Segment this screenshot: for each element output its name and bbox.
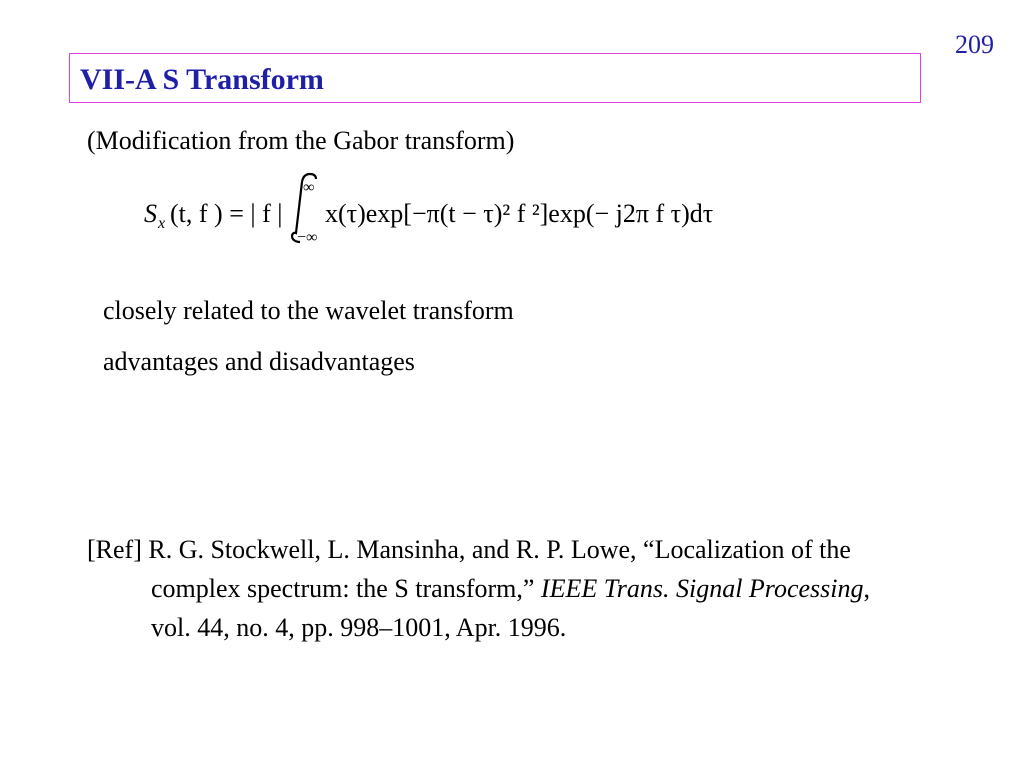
formula-subscript: x bbox=[158, 215, 166, 232]
reference-line-1: [Ref] R. G. Stockwell, L. Mansinha, and R. P. Lowe, “Localization of the bbox=[87, 535, 851, 564]
s-transform-formula bbox=[140, 170, 840, 250]
point-wavelet-relation: closely related to the wavelet transform bbox=[103, 296, 514, 325]
slide-title: VII-A S Transform bbox=[80, 63, 324, 96]
formula-args: (t, f ) = | f | bbox=[170, 199, 283, 228]
page-number: 209 bbox=[955, 30, 994, 59]
reference bbox=[87, 530, 967, 647]
upper-limit: ∞ bbox=[303, 179, 315, 196]
reference-line-2 bbox=[87, 569, 967, 608]
reference-line-3: vol. 44, no. 4, pp. 998–1001, Apr. 1996. bbox=[151, 613, 567, 642]
formula-integrand: x(τ)exp[−π(t − τ)² f ²]exp(− j2π f τ)dτ bbox=[325, 199, 714, 228]
reference-journal: IEEE Trans. Signal Processing bbox=[540, 574, 864, 603]
lower-limit: −∞ bbox=[297, 229, 318, 246]
title-box bbox=[69, 53, 921, 103]
point-advantages: advantages and disadvantages bbox=[103, 347, 415, 376]
reference-line-2-end: , bbox=[863, 574, 870, 603]
formula-symbol: S bbox=[144, 199, 157, 228]
reference-line-2-start: complex spectrum: the S transform,” bbox=[151, 574, 541, 603]
subtitle: (Modification from the Gabor transform) bbox=[87, 126, 515, 155]
